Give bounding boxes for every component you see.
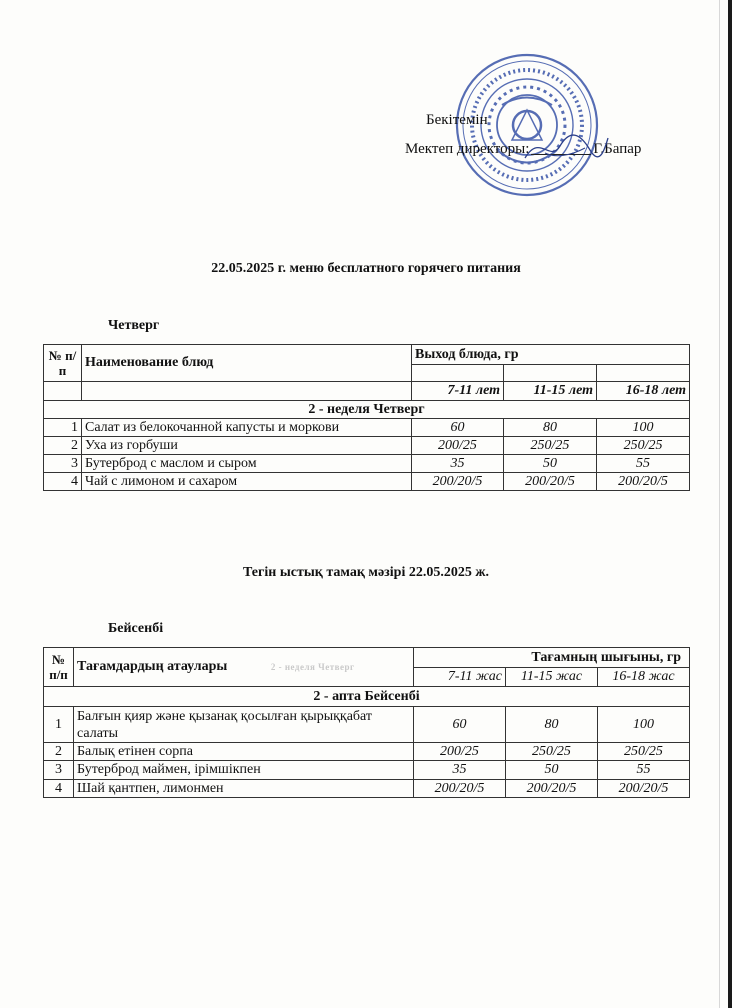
row-value-age3: 200/20/5: [598, 780, 690, 798]
row-dish: Чай с лимоном и сахаром: [82, 473, 412, 491]
row-num: 2: [44, 437, 82, 455]
row-value-age3: 250/25: [597, 437, 690, 455]
row-value-age2: 200/20/5: [506, 780, 598, 798]
row-dish: Балық етінен сорпа: [74, 743, 414, 761]
row-value-age3: 100: [597, 419, 690, 437]
header-age-2: 11-15 жас: [506, 668, 598, 687]
header-name: [74, 648, 414, 687]
row-value-age1: 35: [412, 455, 504, 473]
menu-title-kz: Тегін ыстық тамақ мәзірі 22.05.2025 ж.: [243, 565, 489, 580]
signature-icon: [520, 128, 610, 168]
day-label-kz: Бейсенбі: [108, 621, 164, 636]
header-spacer: [504, 365, 597, 382]
row-num: 2: [44, 743, 74, 761]
table-header-ages: [44, 382, 690, 401]
approval-position: Мектеп директоры:: [405, 141, 530, 157]
row-value-age2: 250/25: [504, 437, 597, 455]
header-spacer: [597, 365, 690, 382]
week-label: 2 - апта Бейсенбі: [44, 687, 690, 707]
table-header-row: [44, 648, 690, 668]
row-value-age2: 50: [504, 455, 597, 473]
table-row: [44, 707, 690, 743]
header-num: № п/п: [44, 345, 82, 382]
header-age-1: 7-11 жас: [414, 668, 506, 687]
row-num: 3: [44, 455, 82, 473]
header-name: Наименование блюд: [82, 345, 412, 382]
header-blank: [44, 382, 82, 401]
row-num: 1: [44, 707, 74, 743]
row-value-age3: 200/20/5: [597, 473, 690, 491]
table-row: [44, 780, 690, 798]
row-value-age1: 35: [414, 761, 506, 780]
row-num: 4: [44, 473, 82, 491]
header-age-3: 16-18 лет: [597, 382, 690, 401]
faded-overprint: 2 - неделя Четверг: [270, 662, 355, 672]
row-value-age2: 80: [504, 419, 597, 437]
row-value-age1: 60: [412, 419, 504, 437]
row-value-age2: 80: [506, 707, 598, 743]
header-blank: [82, 382, 412, 401]
header-age-2: 11-15 лет: [504, 382, 597, 401]
menu-table-ru: [43, 344, 690, 491]
row-num: 1: [44, 419, 82, 437]
menu-table-kz: [43, 647, 690, 798]
week-row: [44, 687, 690, 707]
row-value-age1: 200/20/5: [414, 780, 506, 798]
row-value-age3: 250/25: [598, 743, 690, 761]
row-value-age2: 250/25: [506, 743, 598, 761]
row-value-age1: 200/25: [414, 743, 506, 761]
day-label-ru: Четверг: [108, 318, 160, 333]
header-age-3: 16-18 жас: [598, 668, 690, 687]
week-label: 2 - неделя Четверг: [44, 401, 690, 419]
table-row: [44, 455, 690, 473]
header-output: Выход блюда, гр: [412, 345, 690, 365]
row-dish: Уха из горбуши: [82, 437, 412, 455]
table-row: [44, 419, 690, 437]
table-row: [44, 743, 690, 761]
approval-label: Бекітемін: [426, 112, 488, 128]
table-row: [44, 437, 690, 455]
header-spacer: [412, 365, 504, 382]
header-output: Тағамның шығыны, гр: [414, 648, 690, 668]
header-num: № п/п: [44, 648, 74, 687]
table-row: [44, 473, 690, 491]
row-value-age3: 100: [598, 707, 690, 743]
row-num: 3: [44, 761, 74, 780]
row-value-age2: 200/20/5: [504, 473, 597, 491]
scan-border: [728, 0, 732, 1008]
row-value-age1: 60: [414, 707, 506, 743]
row-value-age3: 55: [598, 761, 690, 780]
row-dish: Бутерброд с маслом и сыром: [82, 455, 412, 473]
row-value-age3: 55: [597, 455, 690, 473]
row-dish: Шай қантпен, лимонмен: [74, 780, 414, 798]
row-value-age2: 50: [506, 761, 598, 780]
row-num: 4: [44, 780, 74, 798]
row-value-age1: 200/25: [412, 437, 504, 455]
table-row: [44, 761, 690, 780]
row-value-age1: 200/20/5: [412, 473, 504, 491]
approval-name: Г.Бапар: [593, 141, 642, 157]
week-row: [44, 401, 690, 419]
header-name-text: Тағамдардың атаулары: [77, 659, 228, 674]
row-dish: Салат из белокочанной капусты и моркови: [82, 419, 412, 437]
table-header-row: [44, 345, 690, 365]
menu-title-ru: 22.05.2025 г. меню бесплатного горячего питания: [211, 261, 521, 276]
row-dish: Бутерброд маймен, ірімшікпен: [74, 761, 414, 780]
scan-border-line: [719, 0, 720, 1008]
row-dish: Балғын қияр және қызанақ қосылған қырыққабат салаты: [74, 707, 414, 743]
header-age-1: 7-11 лет: [412, 382, 504, 401]
